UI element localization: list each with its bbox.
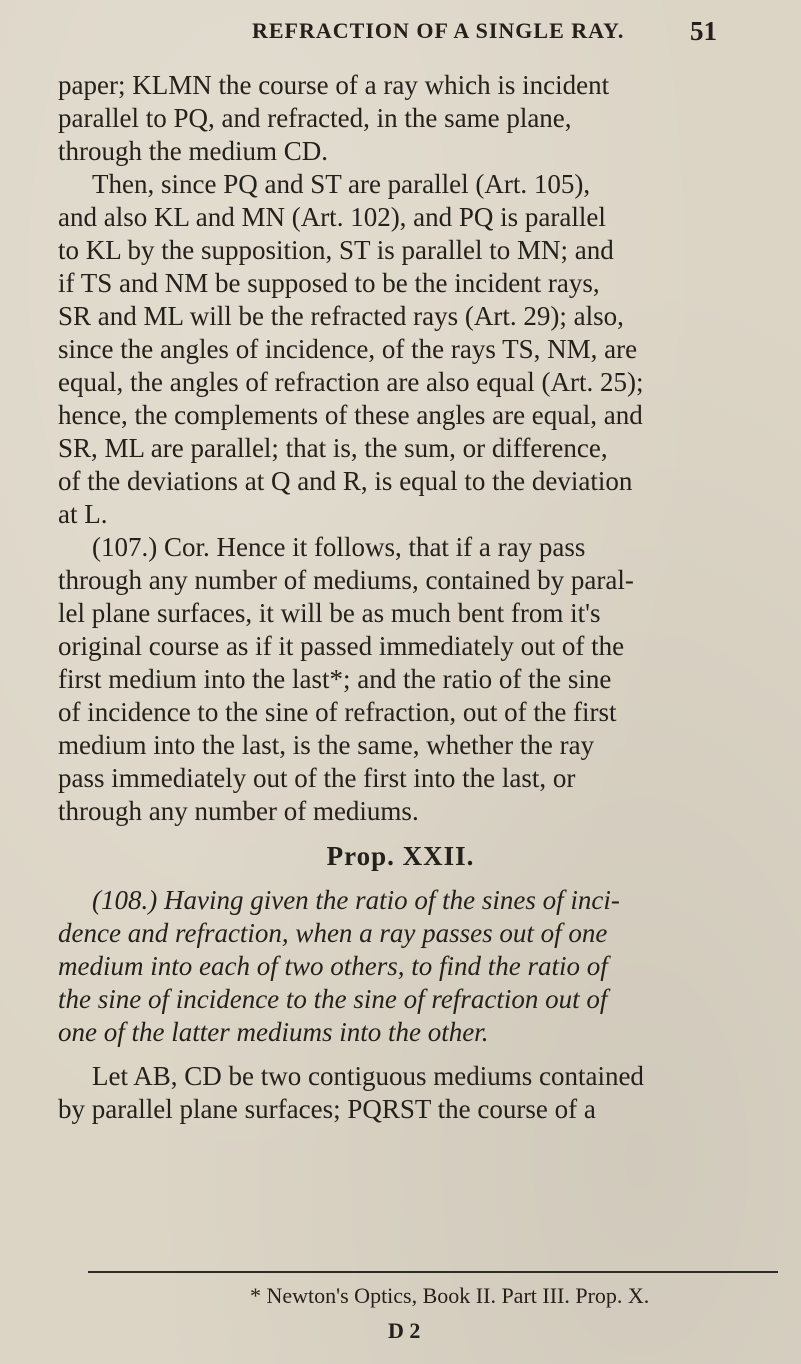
text-line: of incidence to the sine of refraction, out of the first [58, 697, 617, 727]
text-line: and also KL and MN (Art. 102), and PQ is parallel [58, 202, 606, 232]
proposition-line: one of the latter mediums into the other. [58, 1017, 489, 1047]
proposition-line: the sine of incidence to the sine of refraction out of [58, 984, 608, 1014]
text-line: original course as if it passed immediately out of the [58, 631, 625, 661]
text-line: equal, the angles of refraction are also equal (Art. 25); [58, 367, 644, 397]
text-line: pass immediately out of the first into the last, or [58, 763, 576, 793]
proposition-line: dence and refraction, when a ray passes out of one [58, 918, 608, 948]
footnote: * Newton's Optics, Book II. Part III. Prop. X. [250, 1283, 650, 1308]
proposition-line: medium into each of two others, to find the ratio of [58, 951, 608, 981]
text-line: Let AB, CD be two contiguous mediums contained [92, 1061, 644, 1091]
text-line: to KL by the supposition, ST is parallel to MN; and [58, 235, 614, 265]
text-line: through any number of mediums, contained by paral- [58, 565, 634, 595]
page-number: 51 [690, 16, 717, 46]
text-line: medium into the last, is the same, whether the ray [58, 730, 595, 760]
text-line: at L. [58, 499, 108, 529]
footnote-rule [88, 1271, 778, 1273]
text-line: SR, ML are parallel; that is, the sum, or difference, [58, 433, 608, 463]
running-title: REFRACTION OF A SINGLE RAY. [252, 18, 625, 43]
text-line: since the angles of incidence, of the rays TS, NM, are [58, 334, 638, 364]
text-line: by parallel plane surfaces; PQRST the course of a [58, 1094, 596, 1124]
text-line: lel plane surfaces, it will be as much bent from it's [58, 598, 601, 628]
text-line: paper; KLMN the course of a ray which is incident [58, 70, 610, 100]
running-head [0, 14, 801, 54]
text-line: if TS and NM be supposed to be the incident rays, [58, 268, 600, 298]
text-line: Then, since PQ and ST are parallel (Art. 105), [92, 169, 591, 199]
corollary-line: (107.) Cor. Hence it follows, that if a ray pass [92, 532, 586, 562]
proposition-line: (108.) Having given the ratio of the sines of inci- [92, 885, 620, 915]
signature-mark: D 2 [388, 1318, 421, 1343]
text-line: hence, the complements of these angles are equal, and [58, 400, 643, 430]
proposition-heading: Prop. XXII. [326, 841, 475, 871]
text-line: through the medium CD. [58, 136, 328, 166]
text-line: of the deviations at Q and R, is equal to the deviation [58, 466, 633, 496]
text-line: first medium into the last*; and the ratio of the sine [58, 664, 612, 694]
text-line: SR and ML will be the refracted rays (Art. 29); also, [58, 301, 624, 331]
text-line: through any number of mediums. [58, 796, 419, 826]
text-line: parallel to PQ, and refracted, in the same plane, [58, 103, 572, 133]
